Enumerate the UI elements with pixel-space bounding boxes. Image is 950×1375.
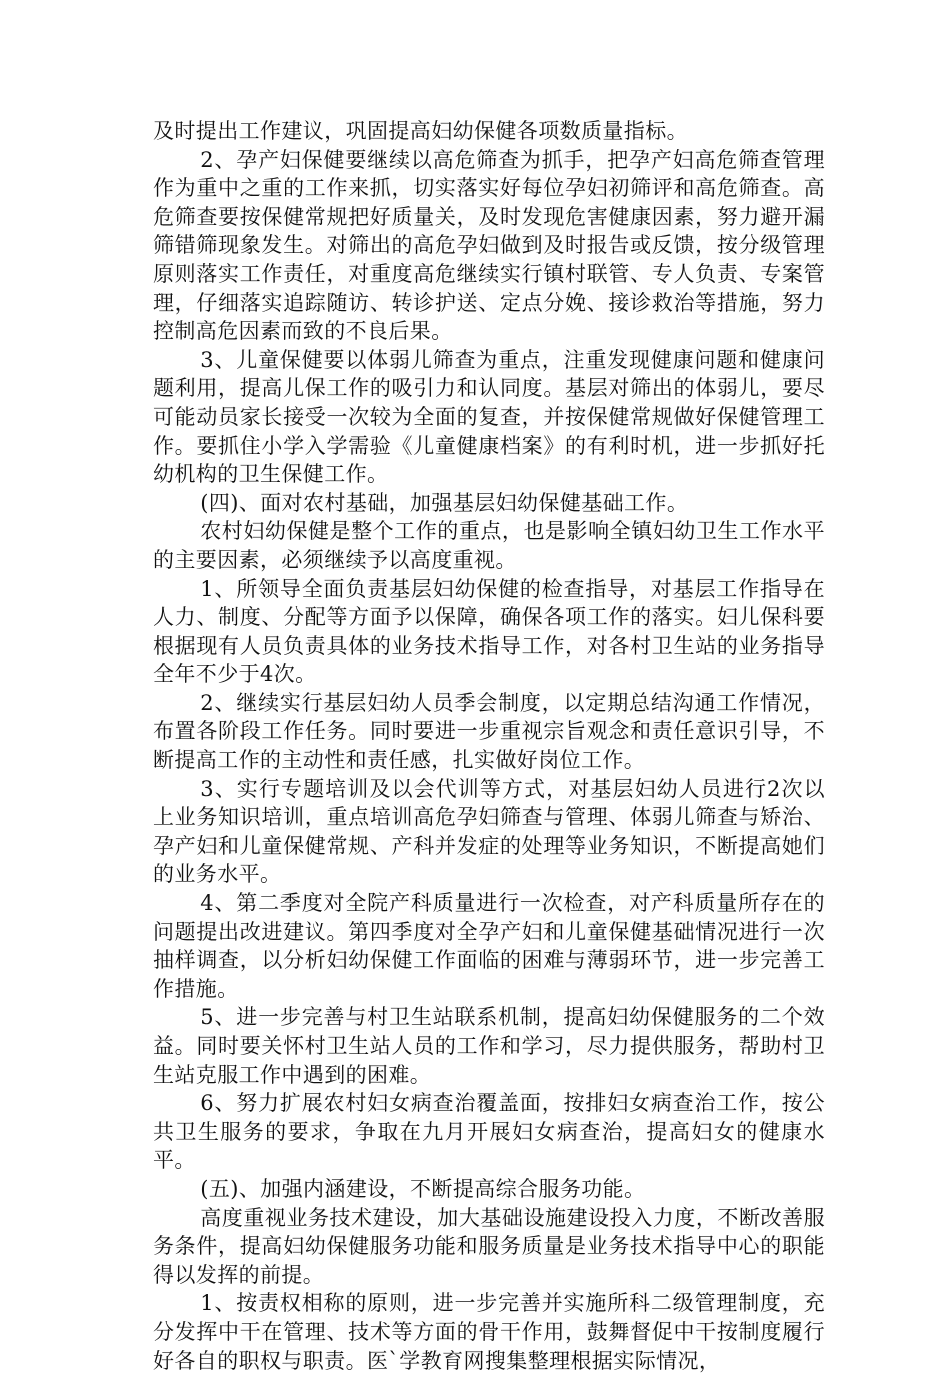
paragraph-13: 高度重视业务技术建设，加大基础设施建设投入力度，不断改善服务条件，提高妇幼保健服务功能和服务质量是业务技术指导中心的职能得以发挥的前提。	[153, 1205, 825, 1287]
section-heading-4: (四)、面对农村基础，加强基层妇幼保健基础工作。	[200, 490, 689, 515]
paragraph-3: 3、儿童保健要以体弱儿筛查为重点，注重发现健康问题和健康问题利用，提高儿保工作的吸引力和认同度。基层对筛出的体弱儿，要尽可能动员家长接受一次较为全面的复查，并按保健常规做好保健管理工作。要抓住小学入学需验《儿童健康档案》的有利时机，进一步抓好托幼机构的卫生保健工作。	[153, 347, 825, 487]
paragraph-14: 1、按责权相称的原则，进一步完善并实施所科二级管理制度，充分发挥中干在管理、技术等方面的骨干作用，鼓舞督促中干按制度履行好各自的职权与职责。医`学教育网搜集整理根据实际情况，	[153, 1291, 825, 1373]
paragraph-11: 6、努力扩展农村妇女病查治覆盖面，按排妇女病查治工作，按公共卫生服务的要求，争取在九月开展妇女病查治，提高妇女的健康水平。	[153, 1091, 825, 1173]
paragraph-2: 2、孕产妇保健要继续以高危筛查为抓手，把孕产妇高危筛查管理作为重中之重的工作来抓，切实落实好每位孕妇初筛评和高危筛查。高危筛查要按保健常规把好质量关，及时发现危害健康因素，努力避开漏筛错筛现象发生。对筛出的高危孕妇做到及时报告或反馈，按分级管理原则落实工作责任，对重度高危继续实行镇村联管、专人负责、专案管理，仔细落实追踪随访、转诊护送、定点分娩、接诊救治等措施，努力控制高危因素而致的不良后果。	[153, 147, 825, 344]
paragraph-6: 1、所领导全面负责基层妇幼保健的检查指导，对基层工作指导在人力、制度、分配等方面予以保障，确保各项工作的落实。妇儿保科要根据现有人员负责具体的业务技术指导工作，对各村卫生站的业务指导全年不少于4次。	[153, 576, 825, 687]
paragraph-7: 2、继续实行基层妇幼人员季会制度，以定期总结沟通工作情况，布置各阶段工作任务。同时要进一步重视宗旨观念和责任意识引导，不断提高工作的主动性和责任感，扎实做好岗位工作。	[153, 690, 825, 773]
paragraph-5: 农村妇幼保健是整个工作的重点，也是影响全镇妇幼卫生工作水平的主要因素，必须继续予以高度重视。	[153, 519, 825, 572]
paragraph-8: 3、实行专题培训及以会代训等方式，对基层妇幼人员进行2次以上业务知识培训，重点培训高危孕妇筛查与管理、体弱儿筛查与矫治、孕产妇和儿童保健常规、产科并发症的处理等业务知识，不断提高她们的业务水平。	[153, 776, 825, 887]
paragraph-9: 4、第二季度对全院产科质量进行一次检查，对产科质量所存在的问题提出改进建议。第四季度对全孕产妇和儿童保健基础情况进行一次抽样调查，以分析妇幼保健工作面临的困难与薄弱环节，进一步完善工作措施。	[153, 891, 825, 1001]
section-heading-5: (五)、加强内涵建设，不断提高综合服务功能。	[200, 1176, 646, 1201]
document-page	[153, 117, 825, 1375]
paragraph-1: 及时提出工作建议，巩固提高妇幼保健各项数质量指标。	[153, 119, 688, 143]
paragraph-10: 5、进一步完善与村卫生站联系机制，提高妇幼保健服务的二个效益。同时要关怀村卫生站人员的工作和学习，尽力提供服务，帮助村卫生站克服工作中遇到的困难。	[153, 1005, 825, 1087]
